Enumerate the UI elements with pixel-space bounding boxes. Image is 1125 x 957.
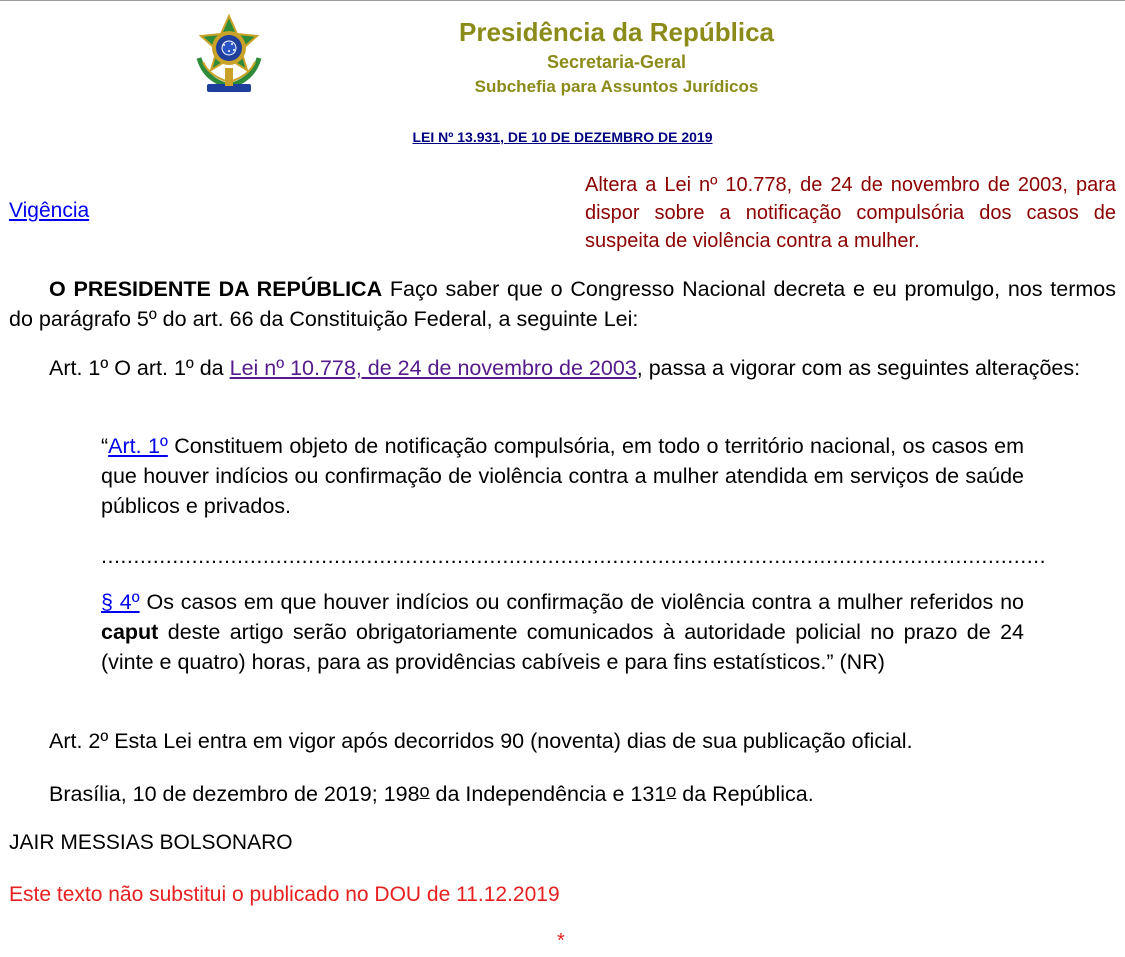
quoted-article-1 <box>101 431 1024 521</box>
article-1 <box>9 353 1116 383</box>
paragraph-4-link[interactable]: § 4º <box>101 590 140 614</box>
art1-text-before: O art. 1º da <box>108 356 230 380</box>
top-rule <box>0 0 1125 1</box>
vigencia-link[interactable]: Vigência <box>9 199 90 222</box>
preamble-text: Faço saber que o Congresso Nacional decreta e eu promulgo, nos termos do parágrafo 5º do art. 66 da Constituição Federal, a seguinte Lei: <box>9 277 1116 331</box>
signer-name: JAIR MESSIAS BOLSONARO <box>9 831 293 854</box>
ordinal-1: o <box>419 781 430 801</box>
date-line <box>49 776 814 809</box>
preamble-bold: O PRESIDENTE DA REPÚBLICA <box>49 277 383 301</box>
quoted-paragraph-4 <box>101 587 1024 677</box>
quote1-text: Constituem objeto de notificação compulsória, em todo o território nacional, os casos em que houver indícios ou confirmação de violência contra a mulher atendida em serviços de saúde públicos e privados. <box>101 434 1024 518</box>
header-title: Presidência da República <box>458 17 774 47</box>
footnote-mark: * <box>557 930 565 952</box>
quote2-text2: deste artigo serão obrigatoriamente comunicados à autoridade policial no prazo de 24 (vinte e quatro) horas, para as providências cabíveis e para fins estatísticos.” (NR) <box>101 620 1024 674</box>
law-10778-link[interactable]: Lei nº 10.778, de 24 de novembro de 2003 <box>229 356 637 380</box>
art1-label: Art. 1º <box>49 356 109 380</box>
quote2-caput: caput <box>101 620 159 644</box>
quote-open: “ <box>101 434 109 458</box>
art1-ref-link[interactable]: Art. 1º <box>108 434 168 458</box>
ellipsis-line: .................................................................................................................................................. <box>101 544 1047 568</box>
quote2-text1: Os casos em que houver indícios ou confirmação de violência contra a mulher referidos no <box>139 590 1024 614</box>
law-title-link[interactable]: LEI Nº 13.931, DE 10 DE DEZEMBRO DE 2019 <box>412 129 713 145</box>
dou-notice: Este texto não substitui o publicado no DOU de 11.12.2019 <box>9 883 560 906</box>
date-part2: da Independência e 131 <box>429 782 667 806</box>
law-title-row <box>0 129 1125 145</box>
date-part3: da República. <box>676 782 814 806</box>
header-subchefia: Subchefia para Assuntos Jurídicos <box>474 77 759 96</box>
preamble <box>9 274 1116 334</box>
ementa: Altera a Lei nº 10.778, de 24 de novembro de 2003, para dispor sobre a notificação compulsória dos casos de suspeita de violência contra a mulher. <box>585 174 1116 252</box>
ordinal-2: o <box>666 781 677 801</box>
art1-text-after: , passa a vigorar com as seguintes alterações: <box>636 356 1081 380</box>
header-subtitle: Secretaria-Geral <box>546 52 687 72</box>
article-2: Art. 2º Esta Lei entra em vigor após decorridos 90 (noventa) dias de sua publicação oficial. <box>49 729 913 753</box>
date-part1: Brasília, 10 de dezembro de 2019; 198 <box>49 782 420 806</box>
